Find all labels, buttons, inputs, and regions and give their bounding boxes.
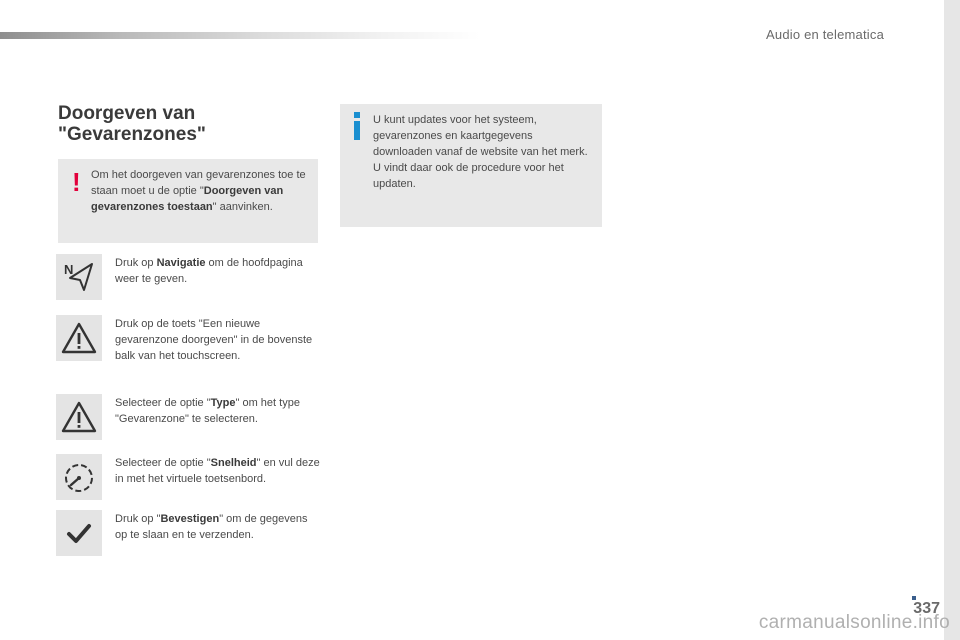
step-key-name: Bevestigen xyxy=(160,513,220,525)
checkmark-icon[interactable] xyxy=(56,510,102,556)
step-text-end: " om het type "Gevarenzone" te selecteren. xyxy=(115,397,300,425)
step-text-start: Druk op de toets "Een nieuwe gevarenzone doorgeven" in de bovenste balk van het touchscreen. xyxy=(115,318,313,362)
step-text-start: Selecteer de optie " xyxy=(115,397,211,409)
page-title xyxy=(58,103,318,145)
page-title-line-1: Doorgeven van xyxy=(58,103,196,124)
page-number: 337 xyxy=(913,600,940,617)
svg-text:N: N xyxy=(64,262,74,277)
watermark: carmanualsonline.info xyxy=(758,612,950,633)
warning-triangle-icon[interactable] xyxy=(56,315,102,361)
step-text-start: Druk op " xyxy=(115,513,161,525)
page-title-line-2: "Gevarenzones" xyxy=(58,124,206,145)
info-icon xyxy=(354,112,360,140)
warning-note-text-start: Om het doorgeven van gevarenzones toe te staan moet u de optie " xyxy=(91,169,306,197)
warning-note-option-name: Doorgeven van gevarenzones toestaan xyxy=(91,185,284,213)
page-edge-strip xyxy=(944,0,960,640)
header-gradient-bar xyxy=(0,32,480,39)
step-text xyxy=(115,255,320,287)
step-text-start: Druk op xyxy=(115,257,157,269)
step-text xyxy=(115,316,320,364)
info-note-text xyxy=(373,112,590,192)
step-text xyxy=(115,511,320,543)
navigation-icon[interactable] xyxy=(56,254,102,300)
warning-note-text-end: " aanvinken. xyxy=(212,201,273,213)
section-header: Audio en telematica xyxy=(766,27,884,42)
exclamation-icon: ! xyxy=(72,167,81,197)
step-select-type xyxy=(56,394,318,442)
step-key-name: Snelheid xyxy=(210,457,257,469)
step-navigation xyxy=(56,254,318,302)
step-text xyxy=(115,395,320,427)
step-text-end: om de hoofdpagina weer te geven. xyxy=(115,257,303,285)
step-select-speed xyxy=(56,454,318,502)
info-note-line-1: U kunt updates voor het systeem, gevarenzones en kaartgegevens downloaden vanaf de website van het merk. xyxy=(373,114,588,158)
warning-triangle-icon[interactable] xyxy=(56,394,102,440)
step-text-end: " om de gegevens op te slaan en te verzenden. xyxy=(115,513,308,541)
warning-note-text xyxy=(91,167,306,215)
step-key-name: Type xyxy=(210,397,236,409)
info-note-line-2: U vindt daar ook de procedure voor het updaten. xyxy=(373,162,564,190)
step-text-start: Selecteer de optie " xyxy=(115,457,211,469)
info-note xyxy=(340,104,602,227)
step-key-name: Navigatie xyxy=(156,257,206,269)
step-confirm xyxy=(56,510,318,558)
step-text-end: " en vul deze in met het virtuele toetsenbord. xyxy=(115,457,320,485)
speedometer-icon[interactable] xyxy=(56,454,102,500)
warning-note xyxy=(58,159,318,243)
step-text xyxy=(115,455,320,487)
step-new-danger-zone xyxy=(56,315,318,363)
